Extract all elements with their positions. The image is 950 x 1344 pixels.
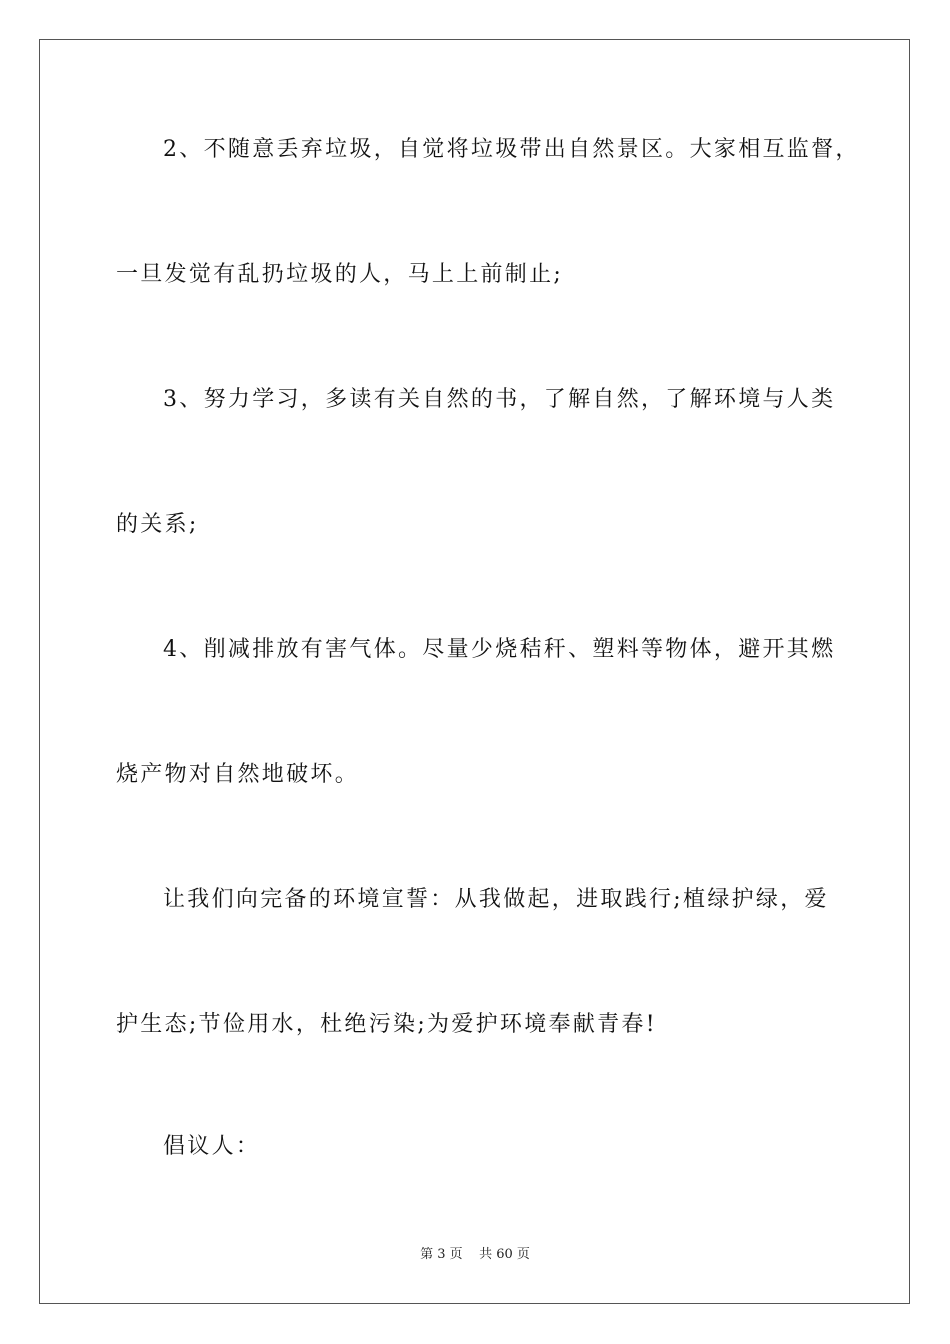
paragraph-3-line-1: 3、努力学习，多读有关自然的书，了解自然，了解环境与人类 (163, 387, 836, 412)
paragraph-4-line-1: 4、削减排放有害气体。尽量少烧秸秆、塑料等物体，避开其燃 (163, 637, 836, 662)
page-border (39, 39, 910, 1304)
paragraph-2-line-2: 一旦发觉有乱扔垃圾的人，马上上前制止; (116, 262, 564, 287)
paragraph-2-line-1: 2、不随意丢弃垃圾，自觉将垃圾带出自然景区。大家相互监督， (163, 137, 860, 162)
paragraph-3-line-2: 的关系; (116, 512, 199, 537)
oath-paragraph-line-2: 护生态;节俭用水，杜绝污染;为爱护环境奉献青春! (116, 1012, 657, 1037)
paragraph-4-line-2: 烧产物对自然地破坏。 (116, 762, 360, 787)
page-number-footer: 第 3 页 共 60 页 (420, 1247, 530, 1262)
initiator-label: 倡议人： (163, 1134, 261, 1159)
oath-paragraph-line-1: 让我们向完备的环境宣誓：从我做起，进取践行;植绿护绿，爱 (163, 887, 829, 912)
